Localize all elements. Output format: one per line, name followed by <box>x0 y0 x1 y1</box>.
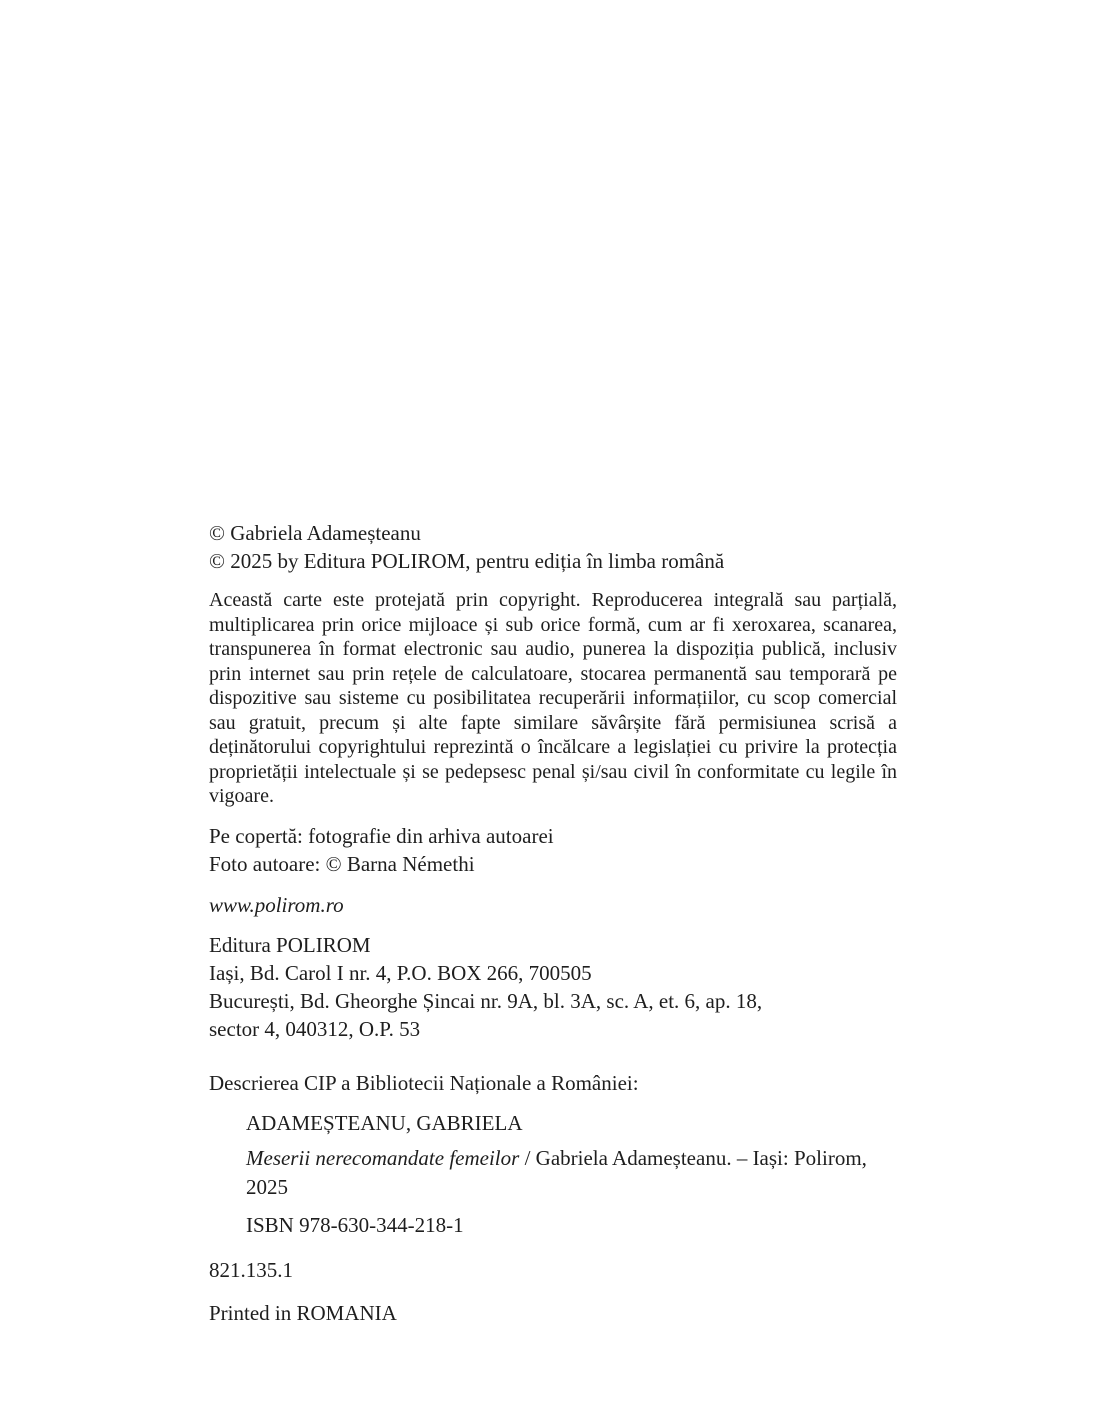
copyright-block <box>209 519 897 575</box>
cip-author-entry: ADAMEȘTEANU, GABRIELA <box>246 1110 523 1135</box>
cip-title-line <box>246 1144 897 1173</box>
printed-in-line: Printed in ROMANIA <box>209 1300 397 1325</box>
publisher-address-iasi: Iași, Bd. Carol I nr. 4, P.O. BOX 266, 700505 <box>209 960 592 985</box>
cip-book-title: Meserii nerecomandate femeilor <box>246 1145 520 1170</box>
publisher-website: www.polirom.ro <box>209 892 344 917</box>
copyright-publisher-line: © 2025 by Editura POLIROM, pentru ediția în limba română <box>209 549 725 573</box>
cip-isbn: ISBN 978-630-344-218-1 <box>246 1212 464 1237</box>
copyright-author-line: © Gabriela Adameșteanu <box>209 521 421 545</box>
author-photo-credit-line: Foto autoare: © Barna Némethi <box>209 851 475 876</box>
cip-heading: Descrierea CIP a Bibliotecii Naționale a României: <box>209 1070 639 1095</box>
cover-credits-block <box>209 822 897 878</box>
legal-notice-paragraph: Această carte este protejată prin copyright. Reproducerea integrală sau parțială, multiplicarea prin orice mijloace și sub orice formă, cum ar fi xeroxarea, scanarea, transpunerea în format electronic sau audio, punerea la dispoziția publică, inclusiv prin internet sau prin rețele de calculatoare, stocarea permanentă sau temporară pe dispozitive sau sisteme cu posibilitatea recuperării informațiilor, cu scop comercial sau gratuit, precum și alte fapte similare săvârșite fără permisiunea scrisă a deținătorului copyrightului reprezintă o încălcare a legislației cu privire la protecția proprietății intelectuale și se pedepsesc penal și/sau civil în conformitate cu legile în vigoare. <box>209 589 897 807</box>
cip-title-rest: / Gabriela Adameșteanu. – Iași: Polirom, <box>519 1145 867 1170</box>
cover-photo-credit-line: Pe copertă: fotografie din arhiva autoarei <box>209 823 554 848</box>
cip-title-entry <box>246 1144 897 1202</box>
publisher-name: Editura POLIROM <box>209 932 371 957</box>
udc-number: 821.135.1 <box>209 1257 293 1282</box>
cip-year: 2025 <box>246 1174 288 1199</box>
publisher-address-block <box>209 931 897 1043</box>
publisher-address-sector: sector 4, 040312, O.P. 53 <box>209 1016 421 1041</box>
publisher-address-bucuresti: București, Bd. Gheorghe Șincai nr. 9A, bl. 3A, sc. A, et. 6, ap. 18, <box>209 988 763 1013</box>
